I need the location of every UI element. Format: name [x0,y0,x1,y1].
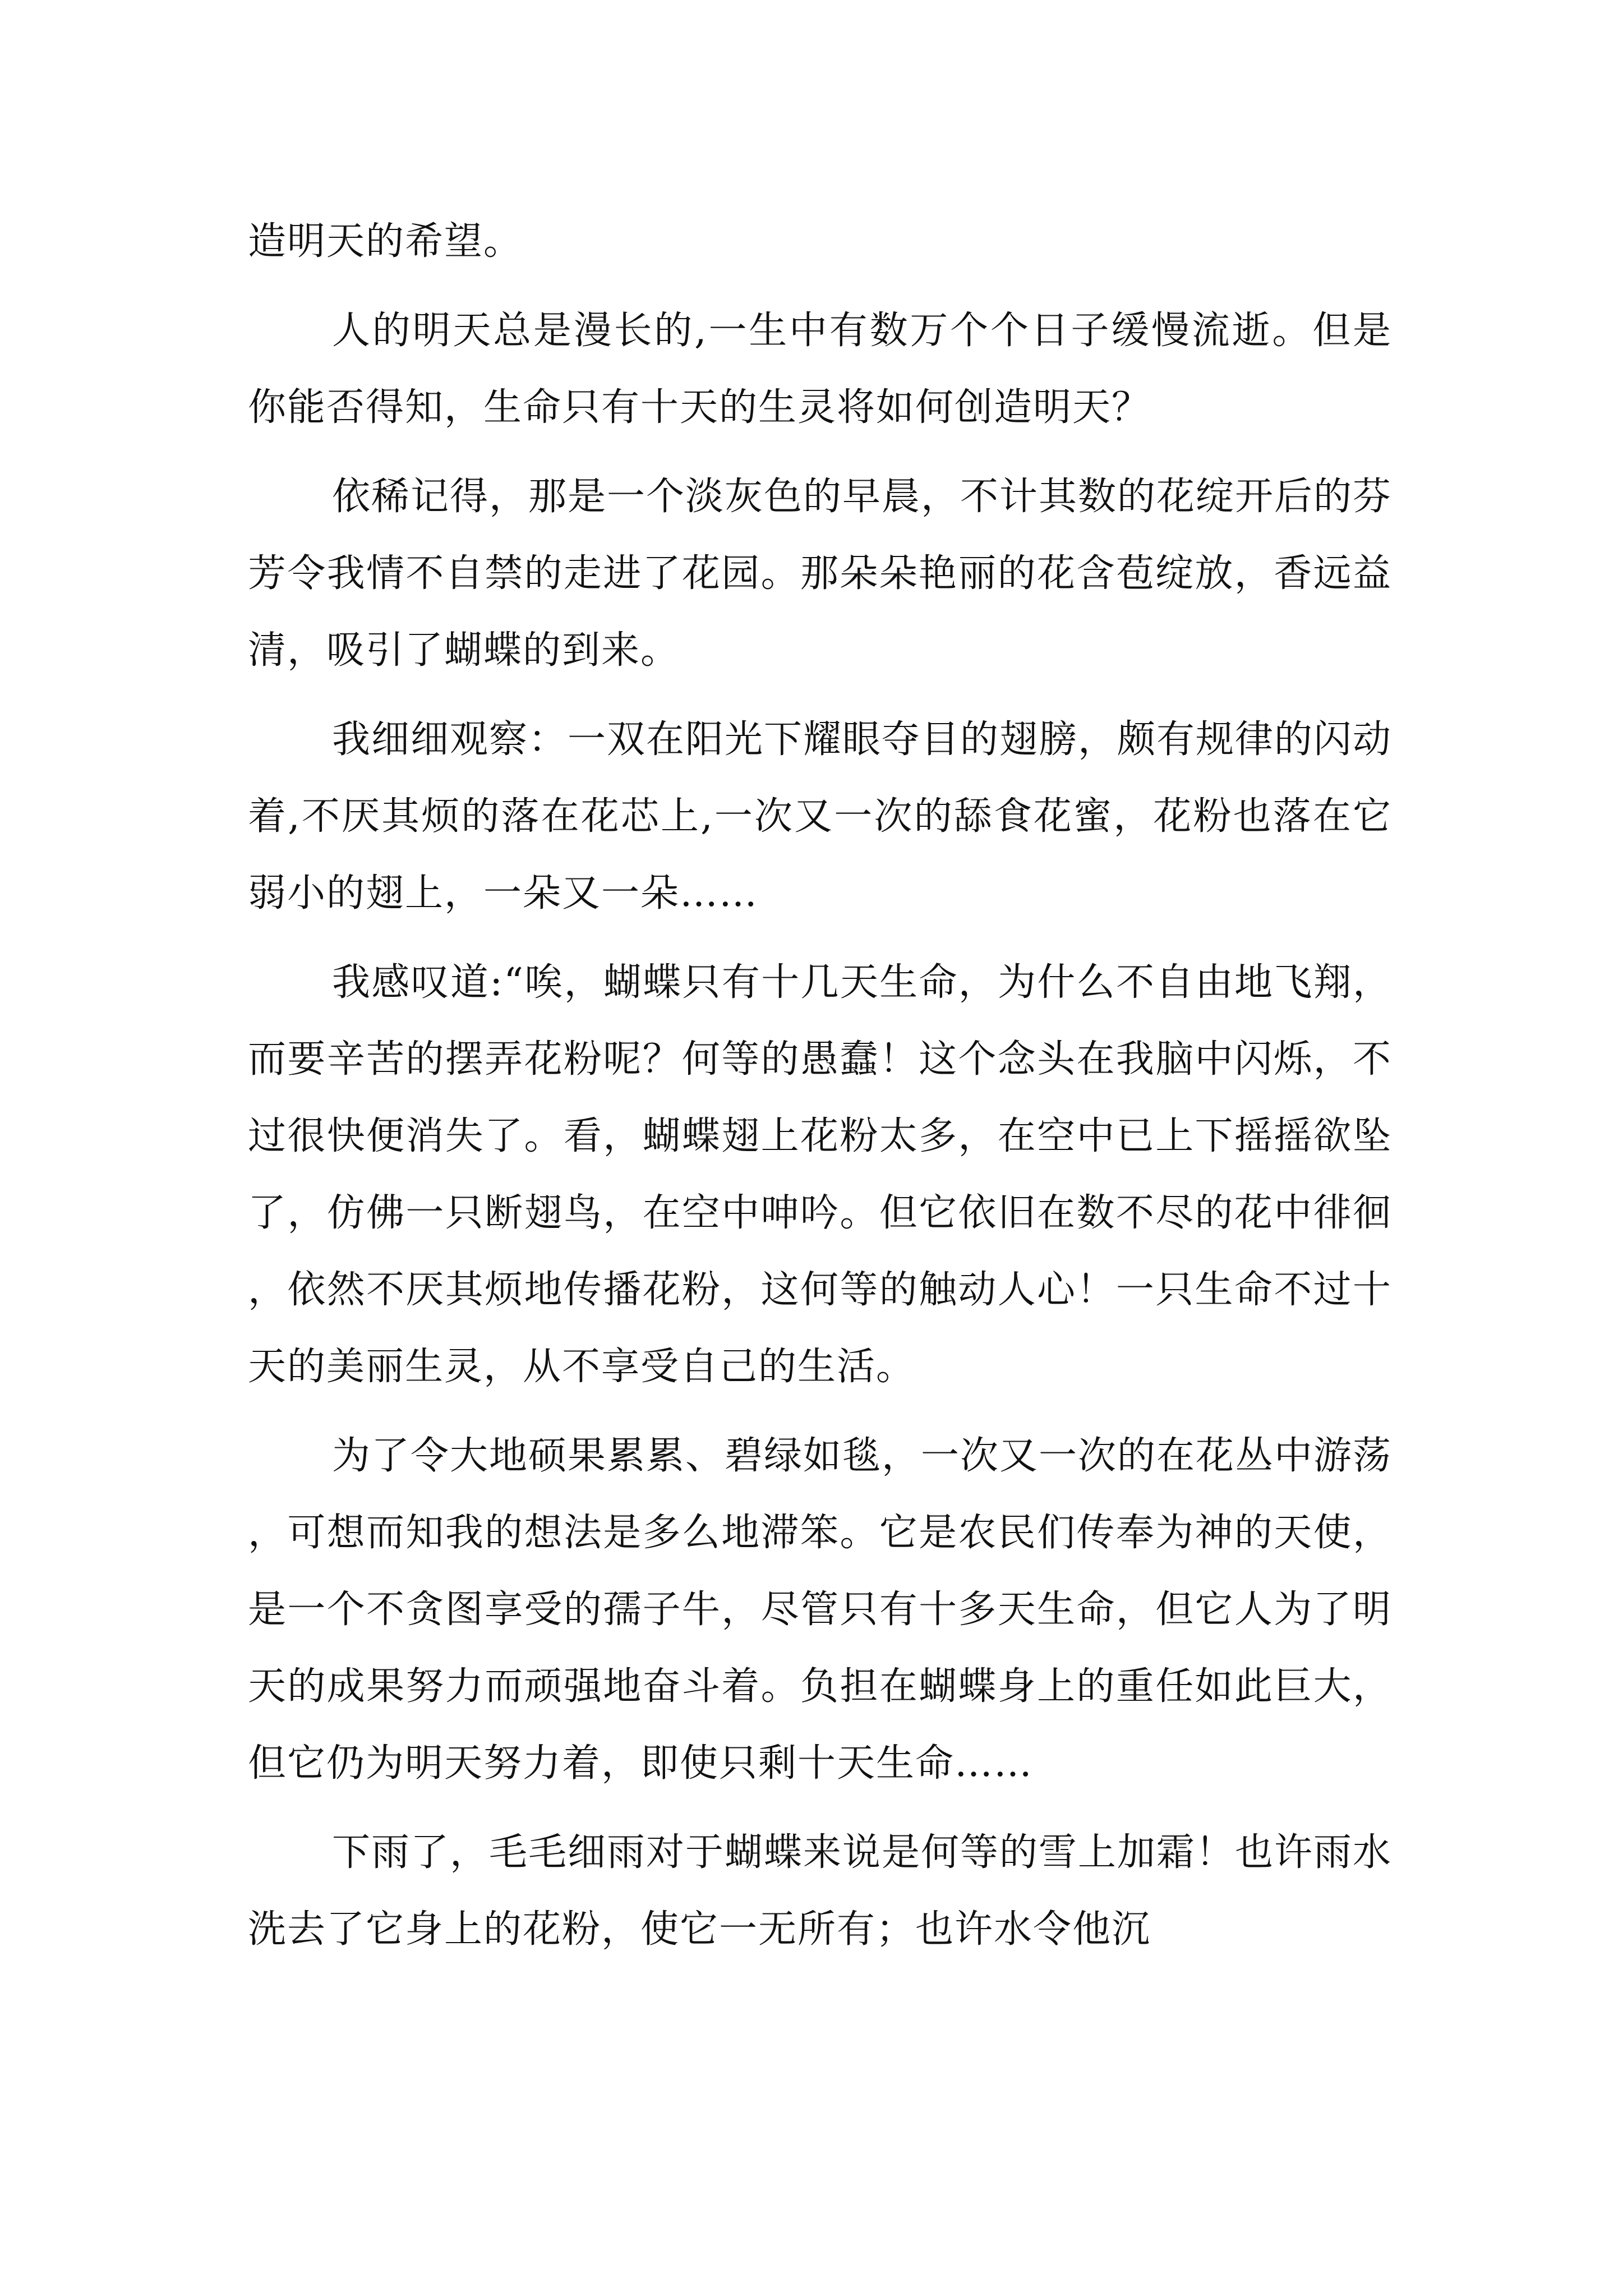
article-body [248,203,1392,1980]
paragraph: 依稀记得，那是一个淡灰色的早晨，不计其数的花绽开后的芬芳令我情不自禁的走进了花园。那朵朵艳丽的花含苞绽放，香远益清，吸引了蝴蝶的到来。 [248,475,1393,673]
paragraph: 为了令大地硕果累累、碧绿如毯，一次又一次的在花丛中游荡，可想而知我的想法是多么地滞笨。它是农民们传奉为神的天使，是一个不贪图享受的孺子牛，尽管只有十多天生命，但它人为了明天的成果努力而顽强地奋斗着。负担在蝴蝶身上的重任如此巨大，但它仍为明天努力着，即使只剩十天生命…… [248,1434,1393,1786]
paragraph: 下雨了，毛毛细雨对于蝴蝶来说是何等的雪上加霜！也许雨水洗去了它身上的花粉，使它一无所有；也许水令他沉 [248,1830,1393,1952]
paragraph: 我细细观察：一双在阳光下耀眼夺目的翅膀，颇有规律的闪动着,不厌其烦的落在花芯上,一次又一次的舔食花蜜，花粉也落在它弱小的翅上，一朵又一朵…… [248,717,1393,915]
paragraph-continuation: 造明天的希望。 [248,219,523,264]
paragraph: 我感叹道:“唉，蝴蝶只有十几天生命，为什么不自由地飞翔，而要辛苦的摆弄花粉呢？何等的愚蠢！这个念头在我脑中闪烁，不过很快便消失了。看，蝴蝶翅上花粉太多，在空中已上下摇摇欲坠了，仿佛一只断翅鸟，在空中呻吟。但它依旧在数不尽的花中徘徊，依然不厌其烦地传播花粉，这何等的触动人心！一只生命不过十天的美丽生灵，从不享受自己的生活。 [248,960,1392,1389]
paragraph: 人的明天总是漫长的,一生中有数万个个日子缓慢流逝。但是你能否得知，生命只有十天的生灵将如何创造明天？ [248,309,1392,430]
